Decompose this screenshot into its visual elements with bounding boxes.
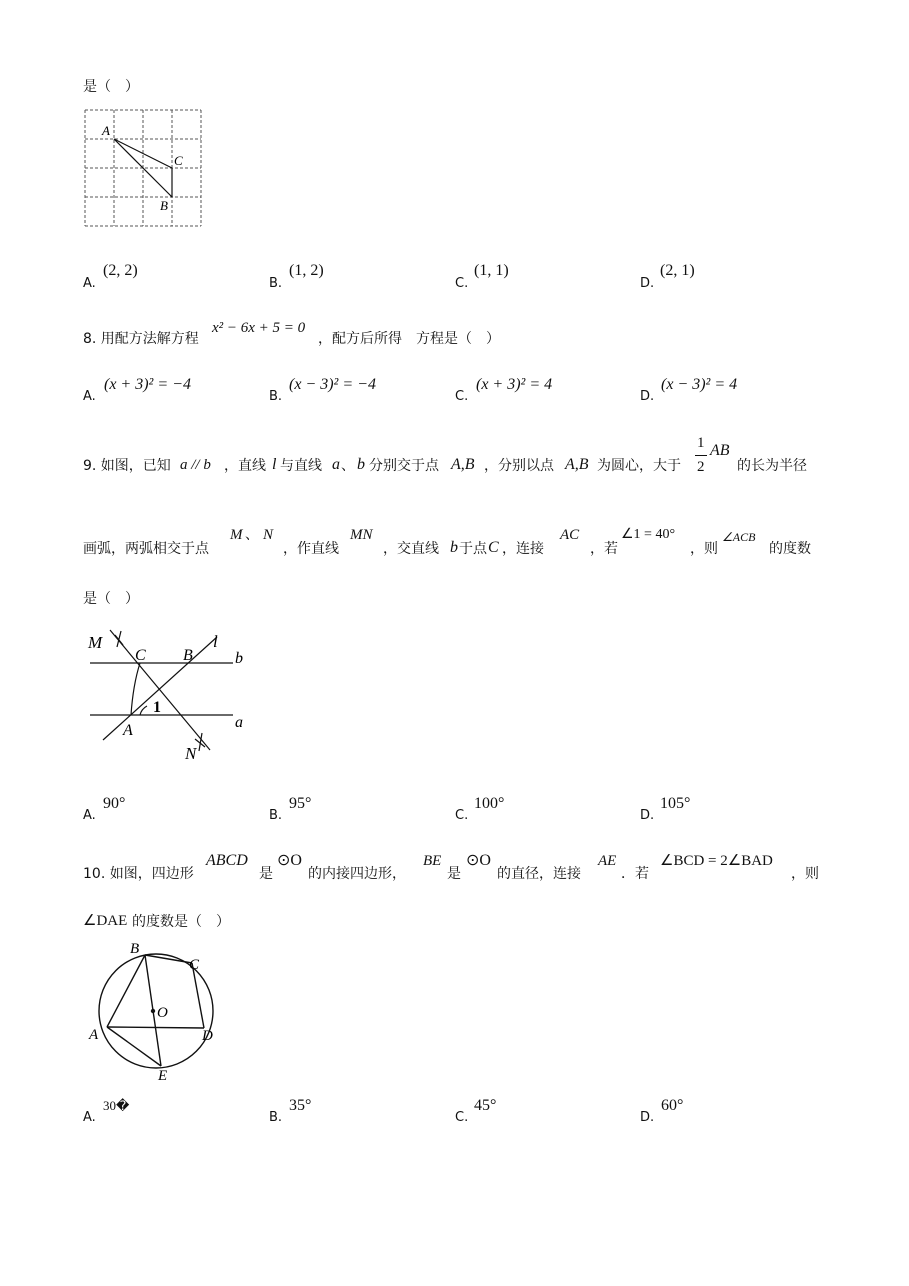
q9-l1-p1: 9. 如图，已知 — [83, 458, 171, 474]
q9-l1-m3: a — [332, 456, 340, 473]
q7-tail: 是（ ） — [83, 79, 139, 95]
q7-option-b-letter: B. — [269, 276, 283, 291]
q9-label-m: M — [88, 633, 103, 652]
q8-option-a-value: (x + 3)² = −4 — [104, 376, 191, 393]
q10-option-c-letter: C. — [455, 1110, 469, 1125]
q9-l1-m7: AB — [710, 442, 730, 459]
q10-option-b-letter: B. — [269, 1110, 283, 1125]
q9-option-a-value: 90° — [103, 795, 126, 812]
q9-option-b-value: 95° — [289, 795, 312, 812]
q8-prefix: 8. 用配方法解方程 — [83, 331, 199, 347]
q9-l2-p7: ，若 — [590, 541, 618, 557]
q10-l1-p4: 是 — [447, 866, 461, 882]
q7-label-c: C — [174, 153, 183, 168]
q9-l2-m8: ∠ACB — [722, 530, 756, 544]
q7-label-b: B — [160, 198, 168, 213]
q7-option-c-letter: C. — [455, 276, 469, 291]
q8-option-b-letter: B. — [269, 389, 283, 404]
q10-label-c: C — [189, 957, 200, 973]
q9-option-b-letter: B. — [269, 808, 283, 823]
q10-option-c-value: 45° — [474, 1097, 497, 1114]
q8-option-b-value: (x − 3)² = −4 — [289, 376, 376, 393]
q9-l1-frac-den: 2 — [697, 459, 705, 475]
q9-l2-m7: ∠1 = 40° — [621, 527, 676, 542]
q9-l2-m2: N — [263, 527, 274, 543]
q10-l1-p1: 10. 如图，四边形 — [83, 866, 194, 882]
q10-l1-p3: 的内接四边形， — [308, 866, 406, 882]
q9-l1-p6: ，分别以点 — [484, 458, 554, 474]
q7-option-d-value: (2, 1) — [660, 262, 695, 279]
q9-l2-m1: M — [230, 527, 243, 543]
q8-option-c-value: (x + 3)² = 4 — [476, 376, 553, 393]
q9-tail: 是（ ） — [83, 591, 139, 607]
q10-label-o: O — [157, 1005, 168, 1021]
q9-l2-p9: 的度数 — [769, 541, 811, 557]
q9-l2-p3: ，作直线 — [283, 541, 339, 557]
q9-l2-m4: b — [450, 539, 458, 556]
q9-label-c: C — [135, 647, 146, 664]
q9-l2-p1: 画弧，两弧相交于点 — [83, 541, 209, 557]
q10-l1-m5: AE — [598, 853, 617, 869]
q10-circle-figure — [85, 938, 225, 1083]
q9-l1-m1: a // b — [180, 457, 211, 473]
q9-l1-p2: ，直线 — [224, 458, 266, 474]
q9-label-angle-1: 1 — [153, 699, 161, 716]
q9-l2-p5: 于点 — [459, 541, 487, 557]
q10-option-d-letter: D. — [640, 1110, 655, 1125]
q9-l1-p7: 为圆心，大于 — [597, 458, 681, 474]
q9-l1-p3: 与直线 — [280, 458, 322, 474]
q10-l1-m1: ABCD — [206, 852, 248, 869]
q9-option-d-letter: D. — [640, 808, 655, 823]
q10-label-d: D — [202, 1028, 213, 1044]
q10-l1-m3: BE — [423, 853, 442, 869]
q9-l2-m5: C — [488, 539, 499, 556]
q9-l1-frac-num: 1 — [697, 435, 705, 451]
q9-label-line-a: a — [235, 714, 243, 731]
q10-l1-p7: ，则 — [791, 866, 819, 882]
q9-l1-p4: 、 — [341, 458, 355, 474]
q9-l2-m3: MN — [350, 527, 373, 543]
q7-option-d-letter: D. — [640, 276, 655, 291]
q7-option-c-value: (1, 1) — [474, 262, 509, 279]
q10-option-b-value: 35° — [289, 1097, 312, 1114]
q10-l2-m1: ∠DAE — [83, 913, 128, 929]
q7-grid-figure — [80, 102, 210, 232]
q9-l1-frac-bar — [695, 455, 707, 456]
q10-l2-p1: 的度数是（ ） — [132, 914, 230, 930]
q9-option-c-value: 100° — [474, 795, 505, 812]
q9-l2-p4: ，交直线 — [383, 541, 439, 557]
q9-l1-p5: 分别交于点 — [369, 458, 439, 474]
q9-label-n: N — [185, 744, 197, 763]
q8-option-c-letter: C. — [455, 389, 469, 404]
q9-label-l: l — [213, 632, 218, 651]
q10-l1-p5: 的直径，连接 — [497, 866, 581, 882]
q10-option-a-value: 30� — [103, 1098, 130, 1113]
q8-option-d-value: (x − 3)² = 4 — [661, 376, 738, 393]
q9-figure — [85, 625, 255, 765]
q10-label-e: E — [158, 1068, 168, 1083]
q10-option-a-letter: A. — [83, 1110, 96, 1125]
q9-l1-m2: l — [272, 456, 277, 473]
q10-label-a: A — [89, 1027, 99, 1043]
q9-l2-p6: ，连接 — [502, 541, 544, 557]
q10-l1-p6: ．若 — [621, 866, 649, 882]
q10-l1-m2: ⊙O — [277, 852, 302, 869]
q9-l1-m4: b — [357, 456, 365, 473]
q10-l1-m4: ⊙O — [466, 852, 491, 869]
q10-l1-m6: ∠BCD = 2∠BAD — [660, 853, 773, 869]
q8-option-a-letter: A. — [83, 389, 96, 404]
q9-option-d-value: 105° — [660, 795, 691, 812]
q9-l1-m5: A,B — [451, 456, 475, 473]
q9-l2-p8: ，则 — [690, 541, 718, 557]
q9-option-a-letter: A. — [83, 808, 96, 823]
q8-suffix: ，配方后所得 方程是（ ） — [318, 331, 500, 347]
q7-option-b-value: (1, 2) — [289, 262, 324, 279]
q8-equation: x² − 6x + 5 = 0 — [212, 320, 306, 336]
q9-label-b: B — [183, 647, 193, 664]
q9-l1-m6: A,B — [565, 456, 589, 473]
q9-label-line-b: b — [235, 650, 243, 667]
q7-option-a-letter: A. — [83, 276, 96, 291]
q9-l2-m6: AC — [560, 527, 580, 543]
q10-label-b: B — [130, 941, 140, 957]
q8-stem — [83, 330, 199, 348]
q8-option-d-letter: D. — [640, 389, 655, 404]
q9-label-a: A — [123, 722, 133, 739]
q9-option-c-letter: C. — [455, 808, 469, 823]
q7-label-a: A — [102, 123, 110, 138]
q10-l1-p2: 是 — [259, 866, 273, 882]
q9-l1-p8: 的长为半径 — [737, 458, 807, 474]
q9-l2-p2: 、 — [245, 527, 259, 543]
q7-option-a-value: (2, 2) — [103, 262, 138, 279]
q10-option-d-value: 60° — [661, 1097, 684, 1114]
